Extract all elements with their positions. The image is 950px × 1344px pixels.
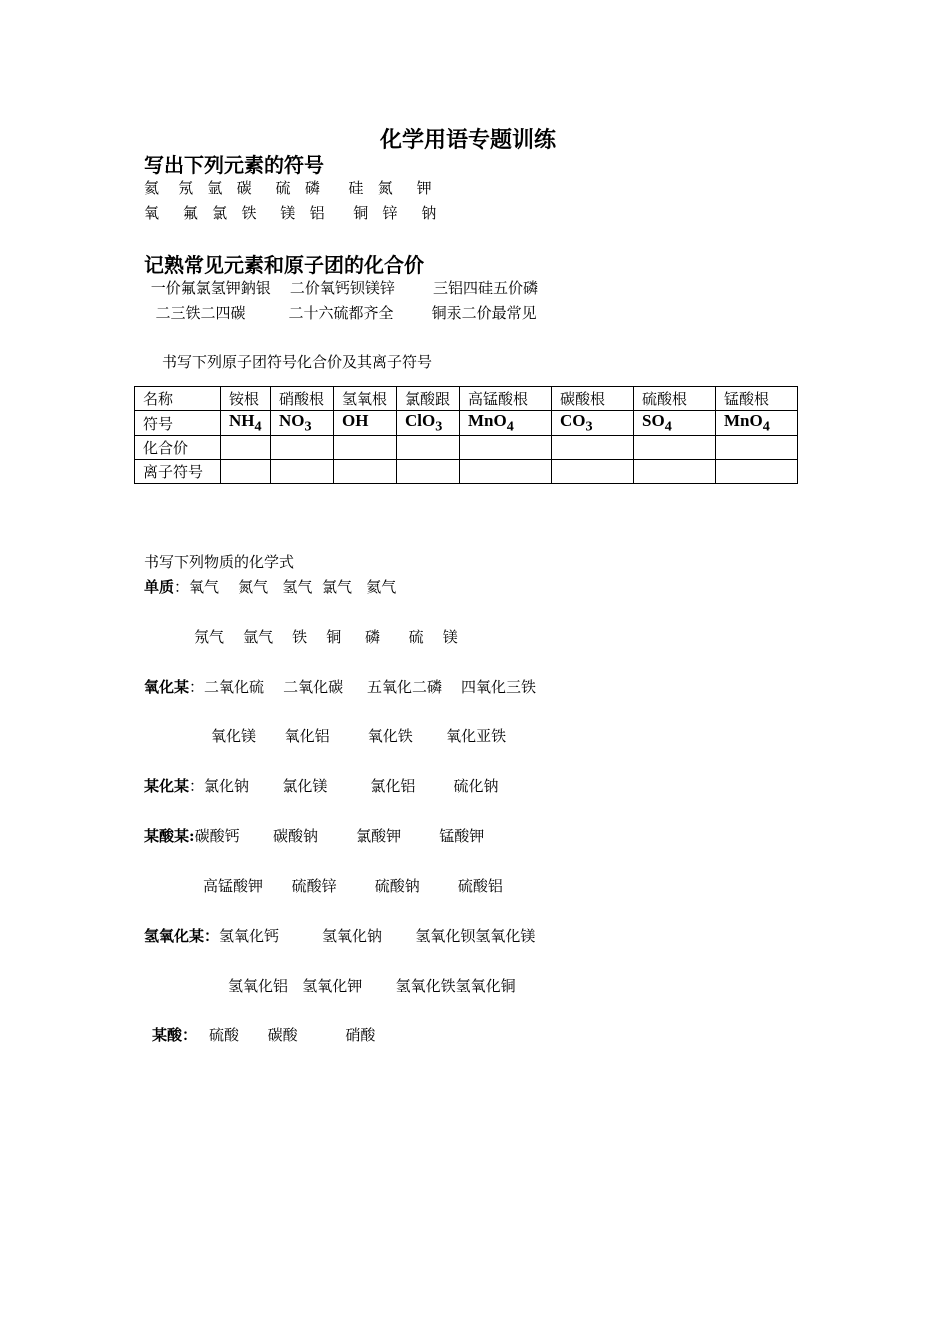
qinghua-line2: 氢氧化铝 氢氧化钾 氢氧化铁氢氧化铜 [228, 977, 516, 995]
table-row-names [135, 387, 798, 411]
table-intro: 书写下列原子团符号化合价及其离子符号 [162, 353, 433, 371]
radical-name: 硝酸根 [271, 387, 334, 411]
radical-name: 氯酸跟 [397, 387, 460, 411]
mousuan-line2: 高锰酸钾 硫酸锌 硫酸钠 硫酸铝 [203, 877, 503, 895]
blank-cell[interactable] [716, 460, 798, 484]
label-colon: ： [189, 678, 205, 696]
qinghua-line1 [144, 925, 535, 946]
substance-list: 氧气 氮气 氢气 氯气 氦气 [189, 578, 397, 596]
substance-list: 碳酸钙 碳酸钠 氯酸钾 锰酸钾 [194, 827, 485, 845]
table-row-valence [135, 436, 798, 460]
suan-line1 [152, 1024, 375, 1045]
symbol-subscript: 3 [435, 418, 443, 435]
radical-symbol [397, 411, 460, 436]
blank-cell[interactable] [397, 460, 460, 484]
blank-cell[interactable] [716, 436, 798, 460]
symbol-base: SO [642, 411, 665, 430]
symbol-base: NH [229, 411, 255, 430]
substance-list: 二氧化硫 二氧化碳 五氧化二磷 四氧化三铁 [204, 678, 537, 696]
blank-cell[interactable] [460, 436, 552, 460]
radical-symbol [634, 411, 716, 436]
label-colon: : [189, 827, 195, 845]
blank-cell[interactable] [552, 460, 634, 484]
substance-list: 硫酸 碳酸 硝酸 [209, 1026, 376, 1044]
symbol-base: OH [342, 411, 369, 430]
table-row-symbols [135, 411, 798, 436]
radical-symbol [716, 411, 798, 436]
radical-symbol [334, 411, 397, 436]
element-list-line1: 氦 氖 氩 碳 硫 磷 硅 氮 钾 [144, 179, 432, 197]
table-row-ion [135, 460, 798, 484]
symbol-subscript: 4 [506, 418, 514, 435]
symbol-base: CO [560, 411, 586, 430]
substance-list: 氯化钠 氯化镁 氯化铝 硫化钠 [204, 777, 499, 795]
blank-cell[interactable] [397, 436, 460, 460]
danzhi-line1 [144, 576, 396, 597]
row-label-name: 名称 [135, 387, 221, 411]
label-colon: ： [174, 578, 190, 596]
valence-rhyme-line2: 二三铁二四碳 二十六硫都齐全 铜汞二价最常见 [146, 304, 537, 322]
substance-list: 氢氧化钙 氢氧化钠 氢氧化钡氢氧化镁 [219, 927, 536, 945]
label-colon: ： [189, 777, 205, 795]
blank-cell[interactable] [271, 460, 334, 484]
symbol-base: NO [279, 411, 305, 430]
page-title: 化学用语专题训练 [380, 127, 557, 153]
yanghua-line2: 氧化镁 氧化铝 氧化铁 氧化亚铁 [211, 727, 507, 745]
radical-symbol [460, 411, 552, 436]
radical-table [134, 386, 798, 484]
valence-rhyme-line1: 一价氟氯氢钾鈉银 二价氧钙钡镁锌 三铝四硅五价磷 [146, 279, 538, 297]
category-label: 单质 [144, 578, 175, 596]
label-colon: ： [204, 927, 220, 945]
row-label-ion: 离子符号 [135, 460, 221, 484]
blank-cell[interactable] [460, 460, 552, 484]
section2-heading: 记熟常见元素和原子团的化合价 [144, 253, 424, 277]
category-label: 某化某 [144, 777, 190, 795]
blank-cell[interactable] [334, 460, 397, 484]
blank-cell[interactable] [271, 436, 334, 460]
blank-cell[interactable] [221, 436, 271, 460]
radical-name: 碳酸根 [552, 387, 634, 411]
category-label: 某酸 [152, 1026, 183, 1044]
radical-symbol [271, 411, 334, 436]
section1-heading: 写出下列元素的符号 [144, 153, 324, 177]
blank-cell[interactable] [221, 460, 271, 484]
mouhua-line1 [144, 775, 498, 796]
blank-cell[interactable] [334, 436, 397, 460]
row-label-symbol: 符号 [135, 411, 221, 436]
symbol-subscript: 4 [664, 418, 672, 435]
symbol-subscript: 3 [304, 418, 312, 435]
symbol-subscript: 3 [585, 418, 593, 435]
mousuan-line1 [144, 825, 484, 846]
radical-name: 高锰酸根 [460, 387, 552, 411]
blank-cell[interactable] [634, 460, 716, 484]
radical-name: 硫酸根 [634, 387, 716, 411]
radical-symbol [221, 411, 271, 436]
symbol-base: MnO [468, 411, 507, 430]
radical-name: 氢氧根 [334, 387, 397, 411]
category-label: 氢氧化某 [144, 927, 205, 945]
radical-symbol [552, 411, 634, 436]
row-label-valence: 化合价 [135, 436, 221, 460]
danzhi-line2: 氖气 氩气 铁 铜 磷 硫 镁 [194, 628, 458, 646]
blank-cell[interactable] [634, 436, 716, 460]
element-list-line2: 氧 氟 氯 铁 镁 铝 铜 锌 钠 [144, 204, 437, 222]
category-label: 某酸某 [144, 827, 190, 845]
blank-cell[interactable] [552, 436, 634, 460]
label-colon: ： [182, 1026, 198, 1044]
symbol-subscript: 4 [762, 418, 770, 435]
section3-intro: 书写下列物质的化学式 [144, 553, 295, 571]
symbol-base: ClO [405, 411, 436, 430]
yanghua-line1 [144, 676, 536, 697]
radical-name: 锰酸根 [716, 387, 798, 411]
symbol-base: MnO [724, 411, 763, 430]
category-label: 氧化某 [144, 678, 190, 696]
radical-name: 铵根 [221, 387, 271, 411]
symbol-subscript: 4 [254, 418, 262, 435]
